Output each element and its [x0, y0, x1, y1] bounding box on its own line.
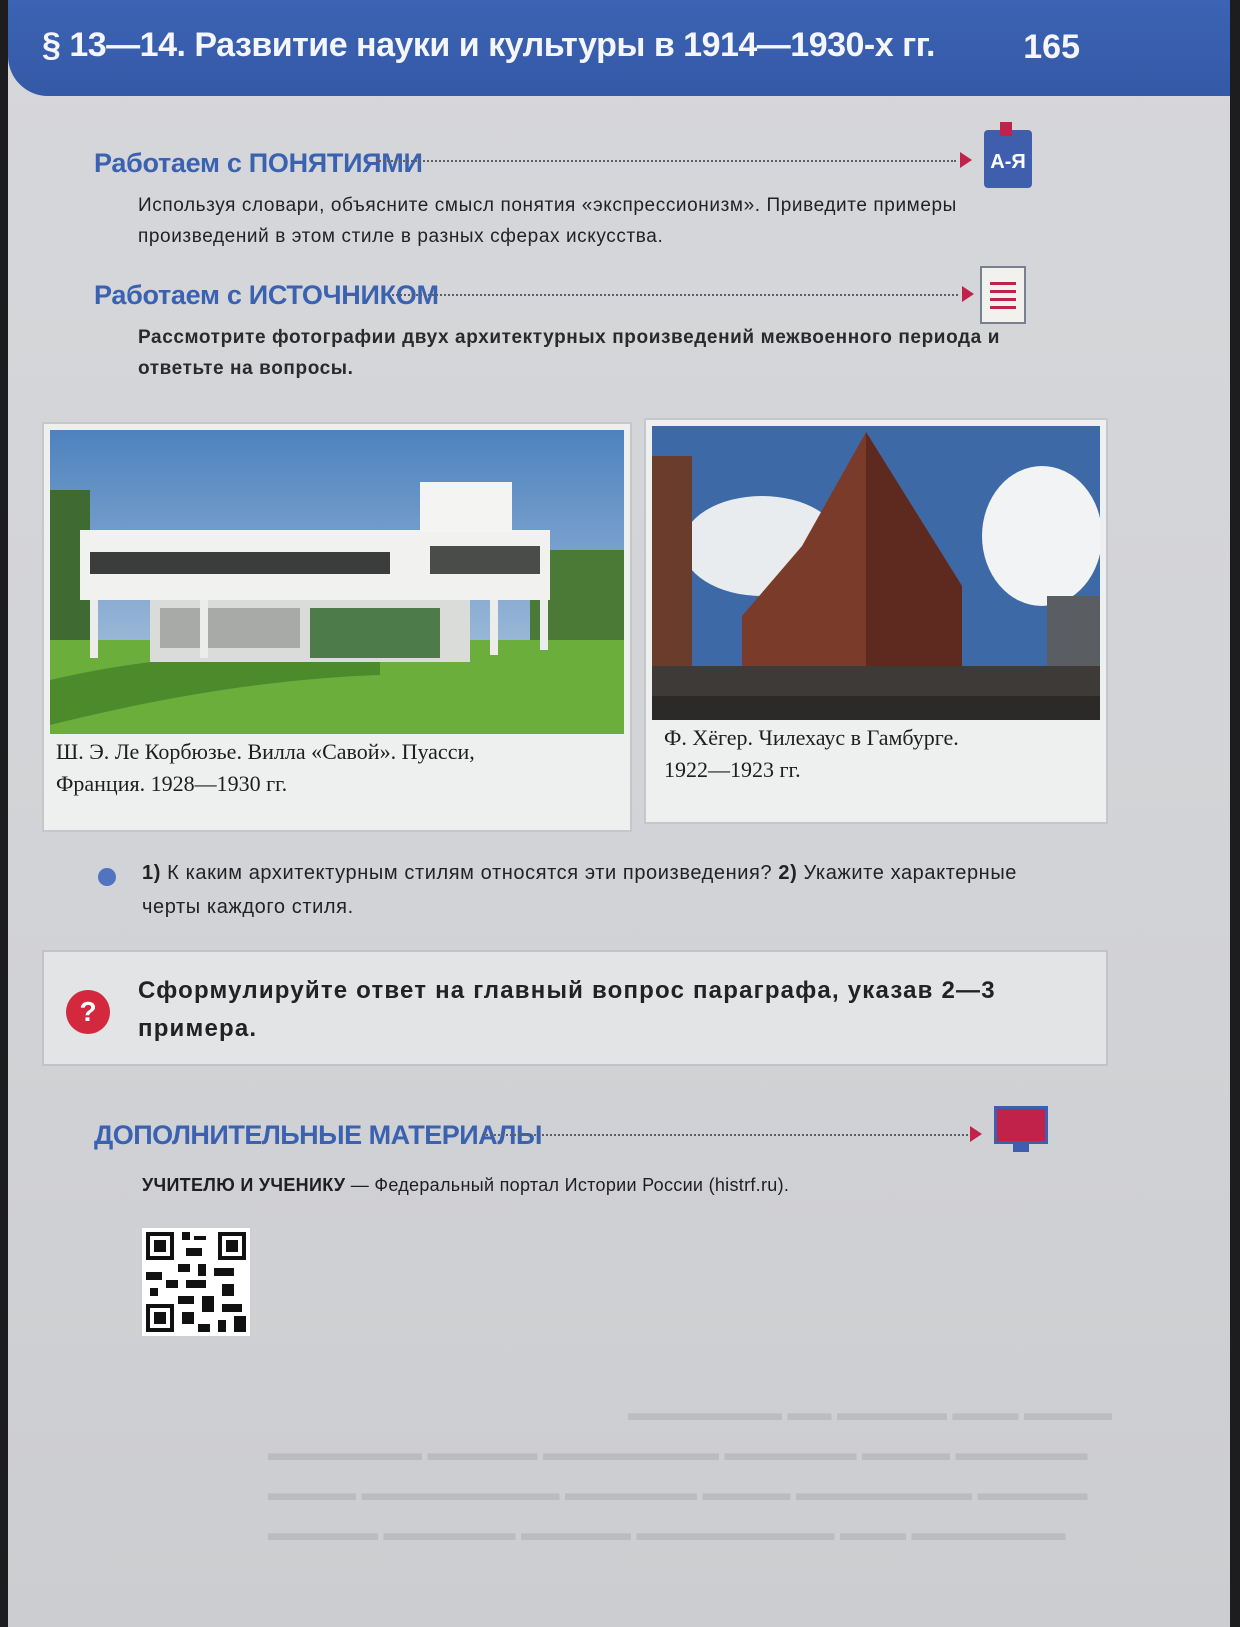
document-icon — [980, 266, 1026, 324]
caption-line: 1922—1923 гг. — [664, 757, 801, 782]
question-number: 1) — [142, 862, 161, 884]
photo-frame-chilehaus — [644, 418, 1108, 824]
arrow-icon — [962, 286, 974, 302]
extra-materials-text — [142, 1175, 789, 1196]
dotted-leader — [376, 160, 956, 162]
extra-materials-title: ДОПОЛНИТЕЛЬНЫЕ МАТЕРИАЛЫ — [94, 1120, 542, 1150]
question-text: Укажите характерные черты каждого стиля. — [142, 862, 1018, 918]
textbook-page: § 13—14. Развитие науки и культуры в 1914—1930-х гг. 165 Работаем с ПОНЯТИЯМИ А-Я Используя словари, объясните смысл понятия «экспрессионизм». Приведите примеры произведений в этом стиле в разных сферах искусства. Работаем с ИСТОЧНИКОМ Рассмотрите фотографии двух архитектурных произведений межвоенного периода и ответьте на вопросы. Ш. Э. Ле Корбюзье. Вилла «Савой». Пуасси, Франция. 1928—1930 гг. Ф. Хёгер. Чилехаус в Гамбурге. 1922—1923 гг. 1) К каким архитектурным стилям относятся эти произведения? 2) Укажите характерные черты каждого стиля. ? Сформулируйте ответ на главный вопрос параграфа, указав 2—3 примера. ДОПОЛНИТЕЛЬНЫЕ МАТЕРИАЛЫ УЧИТЕЛЮ И УЧЕНИКУ — Федеральный портал Истории России (histrf.ru). ▬▬▬▬ ▬▬▬ ▬▬▬▬▬ ▬▬ ▬▬▬▬▬▬▬ ▬▬▬▬▬▬ ▬▬▬▬ ▬▬▬▬▬▬ ▬▬▬▬▬▬▬▬ ▬▬▬▬▬ ▬▬▬▬▬▬▬ ▬▬▬▬▬ ▬▬▬▬▬▬▬▬ ▬▬▬▬ ▬▬▬▬▬▬ ▬▬▬▬▬▬▬▬▬ ▬▬▬▬ ▬▬▬▬▬▬▬ ▬▬▬ ▬▬▬▬▬▬▬▬▬ ▬▬▬▬▬ ▬▬▬▬▬▬ ▬▬▬▬▬ — [8, 0, 1230, 1627]
page-header — [8, 0, 1230, 96]
dotted-leader — [392, 294, 958, 296]
caption-line: Ф. Хёгер. Чилехаус в Гамбурге. — [664, 725, 959, 750]
arrow-icon — [960, 152, 972, 168]
dictionary-icon — [984, 130, 1032, 188]
dotted-leader — [482, 1134, 972, 1136]
question-text: К каким архитектурным стилям относятся эти произведения? — [167, 862, 773, 884]
qr-code[interactable] — [142, 1228, 250, 1336]
chapter-title: § 13—14. Развитие науки и культуры в 1914—1930-х гг. — [42, 26, 935, 64]
question-mark-icon: ? — [66, 990, 110, 1034]
portal-link[interactable]: — Федеральный портал Истории России (histrf.ru). — [350, 1175, 790, 1195]
chilehaus-photo — [652, 426, 1100, 720]
section-title-concepts — [94, 148, 423, 179]
photo-frame-savoye — [42, 422, 632, 832]
main-question-text: Сформулируйте ответ на главный вопрос параграфа, указав 2—3 примера. — [138, 977, 996, 1042]
caption-line: Ш. Э. Ле Корбюзье. Вилла «Савой». Пуасси, — [56, 739, 475, 764]
dictionary-icon-label: А-Я — [990, 151, 1026, 173]
audience-label: УЧИТЕЛЮ И УЧЕНИКУ — [142, 1175, 346, 1195]
caption-chilehaus — [664, 722, 1094, 786]
section-title-prefix: Работаем с — [94, 280, 242, 310]
arrow-icon — [970, 1126, 982, 1142]
question-number: 2) — [778, 862, 798, 884]
page-number: 165 — [1023, 28, 1080, 66]
section-title-emphasis: ПОНЯТИЯМИ — [248, 148, 423, 178]
caption-line: Франция. 1928—1930 гг. — [56, 771, 288, 796]
caption-savoye — [56, 736, 616, 800]
villa-savoye-photo — [50, 430, 624, 734]
monitor-icon — [994, 1106, 1048, 1144]
section-title-emphasis: ИСТОЧНИКОМ — [248, 280, 439, 310]
section-title-prefix: Работаем с — [94, 148, 242, 178]
bullet — [98, 868, 116, 886]
section-title-source — [94, 280, 439, 311]
source-task: Рассмотрите фотографии двух архитектурных произведений межвоенного периода и ответьте на вопросы. — [138, 327, 1001, 379]
source-questions — [142, 856, 1042, 924]
concepts-task: Используя словари, объясните смысл понятия «экспрессионизм». Приведите примеры произведений в этом стиле в разных сферах искусства. — [138, 195, 957, 247]
